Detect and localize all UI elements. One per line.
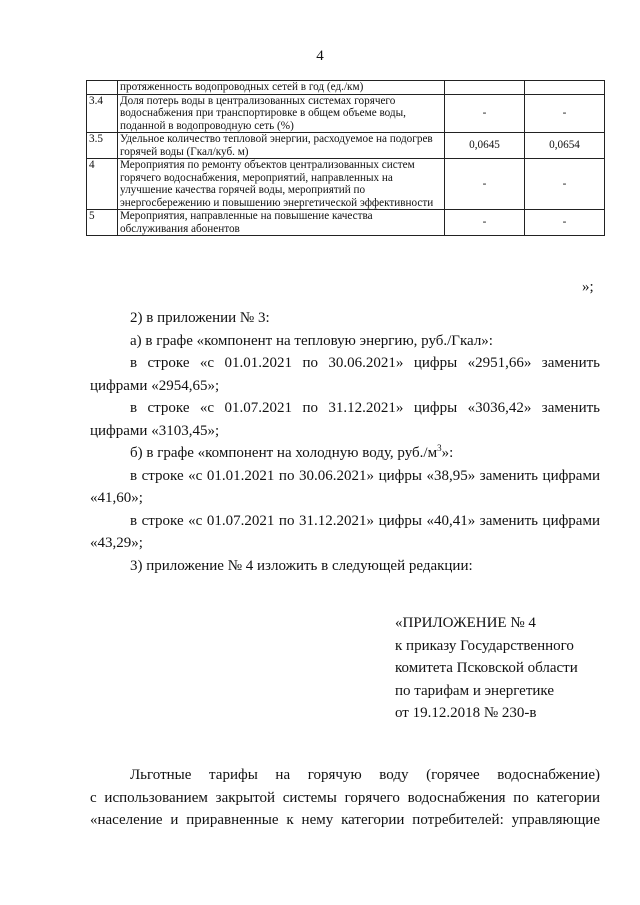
table-row: [87, 159, 605, 210]
amendments-text: [90, 307, 600, 577]
paragraph: в строке «с 01.07.2021 по 31.12.2021» цифры «40,41» заменить цифрами: [130, 512, 600, 529]
appendix-line: к приказу Государственного: [395, 637, 574, 654]
closing-quote: »;: [582, 279, 594, 295]
paragraph: «43,29»;: [90, 535, 143, 551]
table-row: [87, 81, 605, 95]
paragraph: 3) приложение № 4 изложить в следующей редакции:: [130, 557, 473, 574]
paragraph: [90, 442, 600, 465]
row-description: Доля потерь воды в централизованных системах горячего водоснабжения при транспортировке в общем объеме воды, поданной в водопроводную сеть (%): [118, 94, 445, 133]
row-value-1: -: [445, 94, 525, 133]
appendix-line: от 19.12.2018 № 230-в: [395, 705, 537, 721]
paragraph: Льготные тарифы на горячую воду (горячее водоснабжение): [130, 767, 600, 783]
paragraph-text: »:: [441, 445, 454, 461]
table-row: [87, 133, 605, 159]
superscript: 3: [437, 443, 442, 453]
table-row: [87, 94, 605, 133]
paragraph: в строке «с 01.01.2021 по 30.06.2021» цифры «38,95» заменить цифрами: [130, 467, 600, 484]
indicators-table: [86, 80, 605, 236]
row-number: 3.4: [87, 94, 118, 133]
appendix-header: [395, 612, 578, 725]
table-row: [87, 210, 605, 236]
row-value-2: -: [525, 159, 605, 210]
paragraph-text: б) в графе «компонент на холодную воду, руб./м: [130, 445, 438, 461]
row-description: протяженность водопроводных сетей в год (ед./км): [118, 81, 445, 95]
paragraph: 2) в приложении № 3:: [130, 310, 270, 326]
paragraph: в строке «с 01.01.2021 по 30.06.2021» цифры «2951,66» заменить: [130, 355, 600, 371]
row-value-1: 0,0645: [445, 133, 525, 159]
paragraph: а) в графе «компонент на тепловую энергию, руб./Гкал»:: [130, 332, 493, 349]
page-number: 4: [316, 48, 324, 64]
appendix-line: комитета Псковской области: [395, 660, 578, 676]
row-value-1: -: [445, 159, 525, 210]
row-value-2: -: [525, 210, 605, 236]
row-value-2: 0,0654: [525, 133, 605, 159]
row-number: 4: [87, 159, 118, 210]
paragraph: цифрами «2954,65»;: [90, 377, 220, 394]
row-number: 3.5: [87, 133, 118, 159]
paragraph: «население и приравненные к нему категории потребителей: управляющие: [90, 812, 600, 828]
row-value-1: [445, 81, 525, 95]
appendix-line: «ПРИЛОЖЕНИЕ № 4: [395, 615, 536, 631]
appendix-line: по тарифам и энергетике: [395, 682, 554, 699]
tariff-title: [90, 764, 600, 832]
row-value-1: -: [445, 210, 525, 236]
row-description: Мероприятия, направленные на повышение качества обслуживания абонентов: [118, 210, 445, 236]
paragraph: в строке «с 01.07.2021 по 31.12.2021» цифры «3036,42» заменить: [130, 400, 600, 416]
paragraph: цифрами «3103,45»;: [90, 422, 220, 439]
row-description: Мероприятия по ремонту объектов централизованных систем горячего водоснабжения, мероприятий, направленных на улучшение качества горячей воды, мероприятий по энергосбережению и повышению энергетической эффективности: [118, 159, 445, 210]
row-number: [87, 81, 118, 95]
row-value-2: [525, 81, 605, 95]
row-value-2: -: [525, 94, 605, 133]
row-number: 5: [87, 210, 118, 236]
row-description: Удельное количество тепловой энергии, расходуемое на подогрев горячей воды (Гкал/куб. м): [118, 133, 445, 159]
paragraph: «41,60»;: [90, 490, 143, 506]
paragraph: с использованием закрытой системы горячего водоснабжения по категории: [90, 789, 600, 806]
